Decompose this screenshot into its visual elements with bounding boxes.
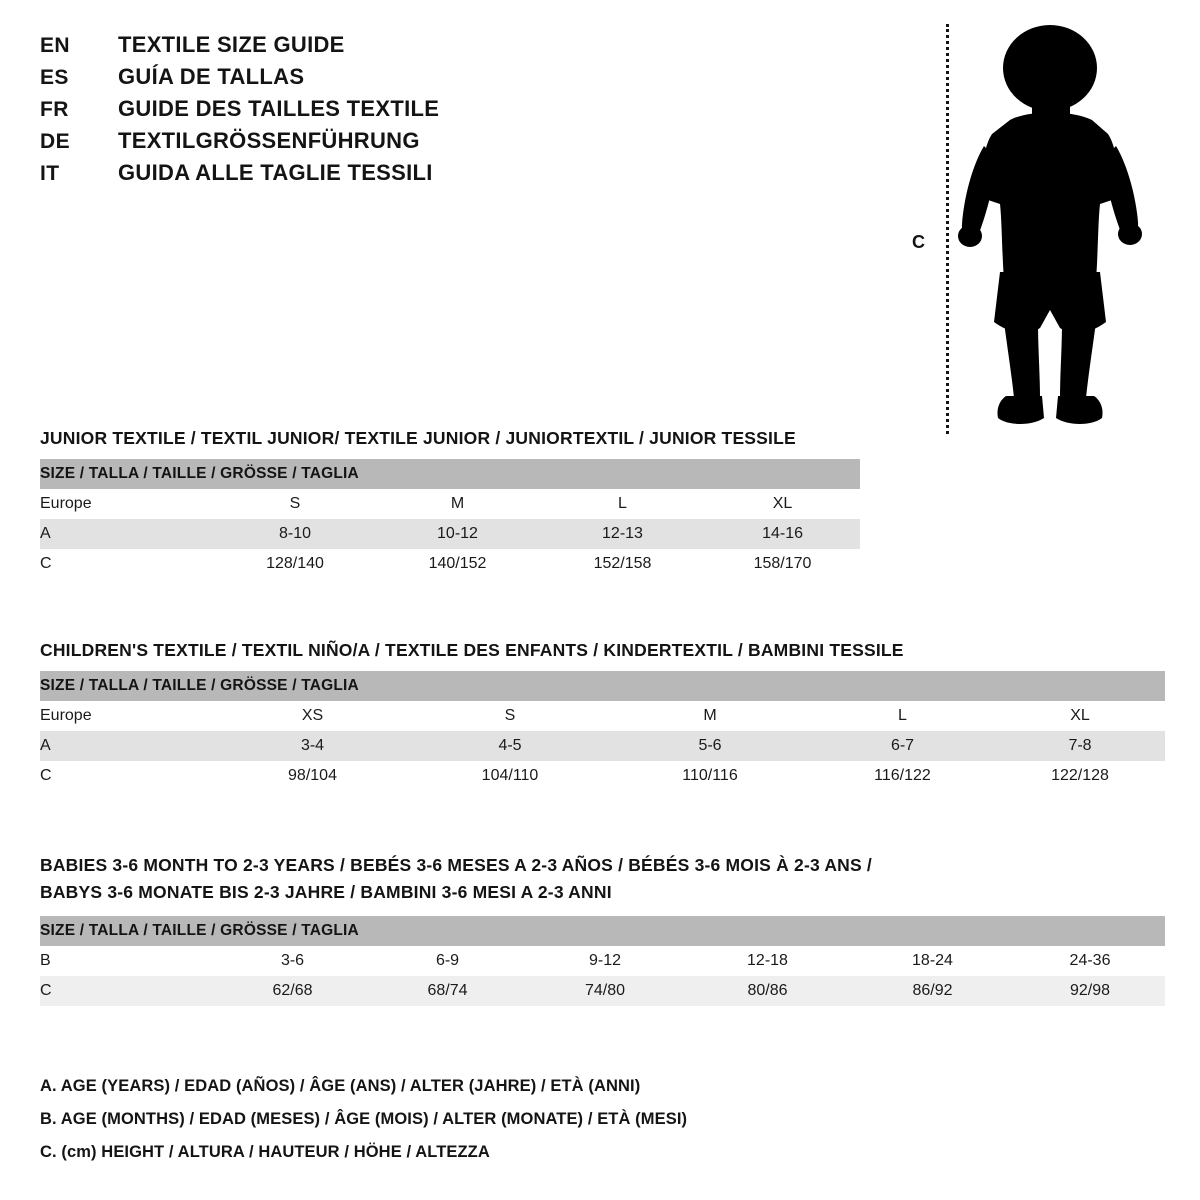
cell-value: XL (705, 489, 860, 519)
table-junior-sizes (40, 459, 860, 579)
cell-value: 62/68 (215, 976, 370, 1006)
table-row (40, 519, 860, 549)
cell-value: 104/110 (410, 761, 610, 791)
title-text-fr: GUIDE DES TAILLES TEXTILE (118, 96, 440, 121)
band-label-children: SIZE / TALLA / TAILLE / GRÖSSE / TAGLIA (40, 671, 1165, 701)
title-row (40, 96, 860, 126)
section-title-children: CHILDREN'S TEXTILE / TEXTIL NIÑO/A / TEXTILE DES ENFANTS / KINDERTEXTIL / BAMBINI TESSILE (40, 640, 904, 660)
cell-value: 86/92 (850, 976, 1015, 1006)
table-row (40, 489, 860, 519)
language-title-block (40, 32, 860, 192)
language-code-es: ES (40, 66, 69, 89)
row-label: C (40, 761, 215, 791)
title-row (40, 128, 860, 158)
cell-value: 7-8 (995, 731, 1165, 761)
table-row (40, 549, 860, 579)
cell-value: L (810, 701, 995, 731)
cell-value: 158/170 (705, 549, 860, 579)
cell-value: 110/116 (610, 761, 810, 791)
cell-value: 80/86 (685, 976, 850, 1006)
section-title-babies (40, 852, 1165, 906)
legend-block (40, 1070, 687, 1169)
table-row (40, 946, 1165, 976)
title-row (40, 160, 860, 190)
cell-value: 24-36 (1015, 946, 1165, 976)
title-text-de: TEXTILGRÖSSENFÜHRUNG (118, 128, 420, 153)
section-title-babies-line2: BABYS 3-6 MONATE BIS 2-3 JAHRE / BAMBINI 3-6 MESI A 2-3 ANNI (40, 882, 612, 902)
language-code-en: EN (40, 34, 70, 57)
cell-value: 8-10 (215, 519, 375, 549)
legend-line-b: B. AGE (MONTHS) / EDAD (MESES) / ÂGE (MOIS) / ALTER (MONATE) / ETÀ (MESI) (40, 1110, 688, 1128)
row-label: Europe (40, 701, 215, 731)
cell-value: 74/80 (525, 976, 685, 1006)
language-code-it: IT (40, 162, 60, 185)
row-label: A (40, 519, 215, 549)
legend-line-a: A. AGE (YEARS) / EDAD (AÑOS) / ÂGE (ANS) / ALTER (JAHRE) / ETÀ (ANNI) (40, 1077, 641, 1095)
height-measurement-figure (900, 14, 1170, 434)
cell-value: 12-13 (540, 519, 705, 549)
cell-value: 140/152 (375, 549, 540, 579)
child-silhouette-icon (940, 22, 1160, 434)
row-label: A (40, 731, 215, 761)
row-label: C (40, 976, 215, 1006)
cell-value: L (540, 489, 705, 519)
cell-value: 9-12 (525, 946, 685, 976)
cell-value: 12-18 (685, 946, 850, 976)
cell-value: S (410, 701, 610, 731)
row-label: Europe (40, 489, 215, 519)
cell-value: 128/140 (215, 549, 375, 579)
cell-value: 18-24 (850, 946, 1015, 976)
cell-value: 5-6 (610, 731, 810, 761)
table-row (40, 976, 1165, 1006)
title-text-it: GUIDA ALLE TAGLIE TESSILI (118, 160, 433, 185)
table-row (40, 701, 1165, 731)
language-code-de: DE (40, 130, 70, 153)
cell-value: M (610, 701, 810, 731)
cell-value: 6-9 (370, 946, 525, 976)
cell-value: XS (215, 701, 410, 731)
cell-value: 98/104 (215, 761, 410, 791)
cell-value: 116/122 (810, 761, 995, 791)
table-band-header (40, 459, 860, 489)
title-row (40, 32, 860, 62)
cell-value: 122/128 (995, 761, 1165, 791)
measure-label-c: C (912, 232, 925, 252)
cell-value: XL (995, 701, 1165, 731)
cell-value: 68/74 (370, 976, 525, 1006)
section-children-textile (40, 640, 1165, 791)
title-text-en: TEXTILE SIZE GUIDE (118, 32, 345, 57)
table-band-header (40, 671, 1165, 701)
cell-value: 3-4 (215, 731, 410, 761)
table-row (40, 761, 1165, 791)
title-text-es: GUÍA DE TALLAS (118, 64, 305, 89)
cell-value: S (215, 489, 375, 519)
cell-value: 4-5 (410, 731, 610, 761)
legend-line-c: C. (cm) HEIGHT / ALTURA / HAUTEUR / HÖHE / ALTEZZA (40, 1143, 490, 1161)
table-row (40, 731, 1165, 761)
title-row (40, 64, 860, 94)
cell-value: 3-6 (215, 946, 370, 976)
cell-value: M (375, 489, 540, 519)
section-title-babies-line1: BABIES 3-6 MONTH TO 2-3 YEARS / BEBÉS 3-6 MESES A 2-3 AÑOS / BÉBÉS 3-6 MOIS À 2-3 ANS / (40, 855, 872, 875)
table-children-sizes (40, 671, 1165, 791)
cell-value: 92/98 (1015, 976, 1165, 1006)
section-junior-textile (40, 428, 860, 579)
cell-value: 6-7 (810, 731, 995, 761)
section-title-junior: JUNIOR TEXTILE / TEXTIL JUNIOR/ TEXTILE JUNIOR / JUNIORTEXTIL / JUNIOR TESSILE (40, 428, 796, 448)
cell-value: 14-16 (705, 519, 860, 549)
language-code-fr: FR (40, 98, 69, 121)
cell-value: 152/158 (540, 549, 705, 579)
row-label: B (40, 946, 215, 976)
table-band-header (40, 916, 1165, 946)
row-label: C (40, 549, 215, 579)
cell-value: 10-12 (375, 519, 540, 549)
band-label-babies: SIZE / TALLA / TAILLE / GRÖSSE / TAGLIA (40, 916, 1165, 946)
table-babies-sizes (40, 916, 1165, 1006)
band-label-junior: SIZE / TALLA / TAILLE / GRÖSSE / TAGLIA (40, 459, 860, 489)
section-babies-textile (40, 852, 1165, 1006)
